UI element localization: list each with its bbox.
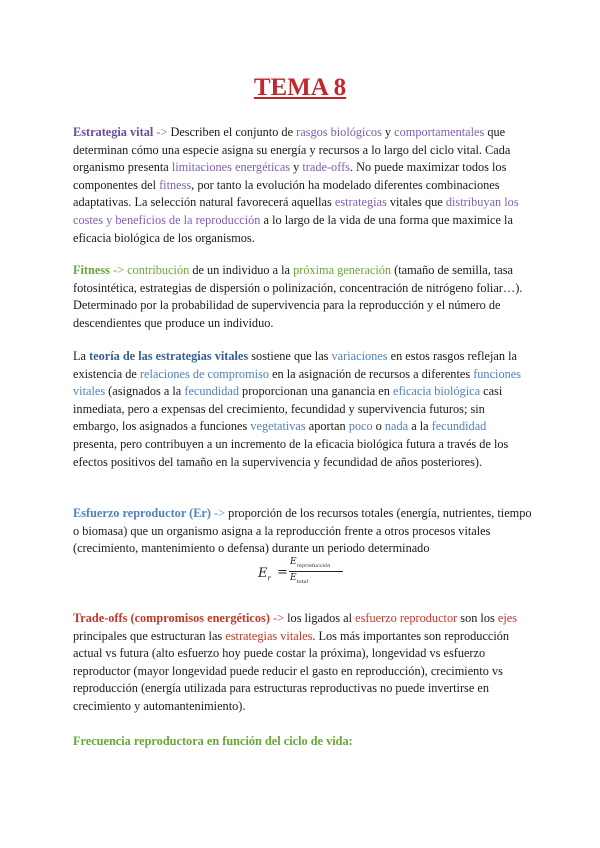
text: presenta, pero contribuyen a un incremento de la eficacia biológica futura a través de los efectos positivos del tamaño en la supervivencia y fecundidad de años posteriores).	[73, 436, 509, 469]
heading-frecuencia-reproductora	[73, 733, 533, 751]
formula-den-sub: total	[296, 578, 309, 585]
formula-esfuerzo-reproductor	[258, 557, 348, 591]
highlight: fecundidad	[431, 419, 487, 434]
highlight: funciones vitales	[73, 366, 521, 399]
highlight: limitaciones energéticas	[171, 160, 291, 175]
paragraph-trade-offs	[73, 610, 533, 716]
text: principales que estructuran las	[73, 628, 226, 643]
fraction-bar	[289, 571, 343, 572]
page-title: TEMA 8	[253, 74, 347, 101]
text: de un individuo a la	[189, 263, 294, 277]
highlight: esfuerzo reproductor	[355, 611, 458, 625]
formula-den-symbol: E	[290, 573, 297, 583]
formula-numerator	[290, 557, 330, 569]
text: . No puede maximizar todos los componentes del	[73, 160, 507, 192]
highlight: próxima generación	[293, 263, 392, 277]
heading-frecuencia-text: Frecuencia reproductora en función del ciclo de vida:	[73, 734, 353, 748]
arrow: ->	[210, 506, 229, 520]
text: en estos rasgos reflejan la existencia de	[73, 349, 517, 381]
highlight: nada	[384, 419, 409, 434]
text: son los	[457, 611, 498, 625]
highlight: estrategias	[334, 195, 387, 210]
highlight: relaciones de compromiso	[139, 366, 269, 381]
highlight: ejes	[497, 611, 517, 625]
highlight: distribuyan los costes y beneficios de la reproducción	[73, 195, 519, 227]
formula-lhs-symbol: E	[258, 566, 268, 581]
text: y	[381, 125, 395, 139]
term-trade-offs: Trade-offs (compromisos energéticos)	[73, 611, 270, 625]
term-estrategia-vital: Estrategia vital	[73, 125, 154, 139]
highlight: vegetativas	[250, 419, 306, 434]
text: sostiene que las	[248, 349, 332, 363]
text: . Los más importantes son reproducción actual vs futura (alto esfuerzo hoy puede costar la próxima), longevidad vs esfuerzo reproductor (mayor longevidad puede reducir el gasto en reproducción), crecimiento vs reproducción (energía utilizada para estructuras reproductivas no puede invertirse en crecimiento y automantenimiento).	[73, 628, 510, 713]
arrow: ->	[269, 611, 288, 625]
term-fitness: Fitness	[73, 263, 110, 277]
formula-num-symbol: E	[290, 557, 297, 567]
text: vitales que	[386, 195, 446, 210]
formula-lhs	[258, 566, 271, 583]
text: en la asignación de recursos a diferentes	[269, 366, 474, 381]
text: a lo largo de la vida de una forma que maximice la eficacia biológica de los organismos.	[73, 212, 513, 245]
text: a la	[408, 419, 432, 434]
text: los ligados al	[287, 611, 356, 625]
arrow: ->	[109, 263, 128, 277]
paragraph-fitness	[73, 262, 533, 332]
term-teoria: teoría de las estrategias vitales	[89, 349, 249, 363]
formula-equals: =	[277, 565, 288, 580]
highlight: trade-offs	[302, 160, 350, 175]
paragraph-teoria	[73, 348, 533, 471]
text: proporcionan una ganancia en	[238, 384, 393, 399]
arrow: ->	[153, 125, 171, 139]
highlight: rasgos biológicos	[296, 125, 382, 139]
highlight: fecundidad	[184, 384, 239, 399]
formula-num-sub: reproducción	[296, 562, 331, 569]
highlight: comportamentales	[394, 125, 485, 139]
formula-lhs-sub: r	[267, 574, 271, 583]
text: (asignados a la	[105, 384, 185, 399]
paragraph-esfuerzo	[73, 505, 533, 558]
highlight: poco	[348, 419, 373, 434]
text: aportan	[305, 419, 349, 434]
text: o	[372, 419, 385, 434]
highlight: variaciones	[331, 349, 388, 363]
paragraph-estrategia-vital	[73, 124, 533, 247]
text: casi inmediata, pero a expensas del crecimiento, fecundidad y supervivencia futuros; sin embargo, los asignados a funciones	[73, 384, 503, 434]
text: proporción de los recursos totales (energía, nutrientes, tiempo o biomasa) que un organismo asigna a la reproducción frente a otros procesos vitales (crecimiento, mantenimiento o defensa) durante un periodo determinado	[73, 506, 532, 556]
highlight: eficacia biológica	[392, 384, 481, 399]
formula-denominator	[290, 573, 308, 585]
highlight: contribución	[127, 263, 190, 277]
highlight: estrategias vitales	[225, 628, 313, 643]
highlight: fitness	[159, 177, 192, 192]
text: y	[290, 160, 303, 175]
text: , por tanto la evolución ha modelado diferentes combinaciones adaptativas. La selección natural favorecerá aquellas	[73, 177, 500, 210]
text: que determinan cómo una especie asigna su energía y recursos a lo largo del ciclo vital. Cada organismo presenta	[73, 125, 511, 175]
text: La	[73, 349, 90, 363]
text: Describen el conjunto de	[170, 125, 297, 139]
term-esfuerzo: Esfuerzo reproductor (Er)	[73, 506, 211, 520]
text: (tamaño de semilla, tasa fotosintética, estrategias de dispersión o polinización, concentración de nitrógeno foliar…). Determinado por la probabilidad de supervivencia para la reproducción y el número de descendientes que produce un individuo.	[73, 263, 523, 330]
